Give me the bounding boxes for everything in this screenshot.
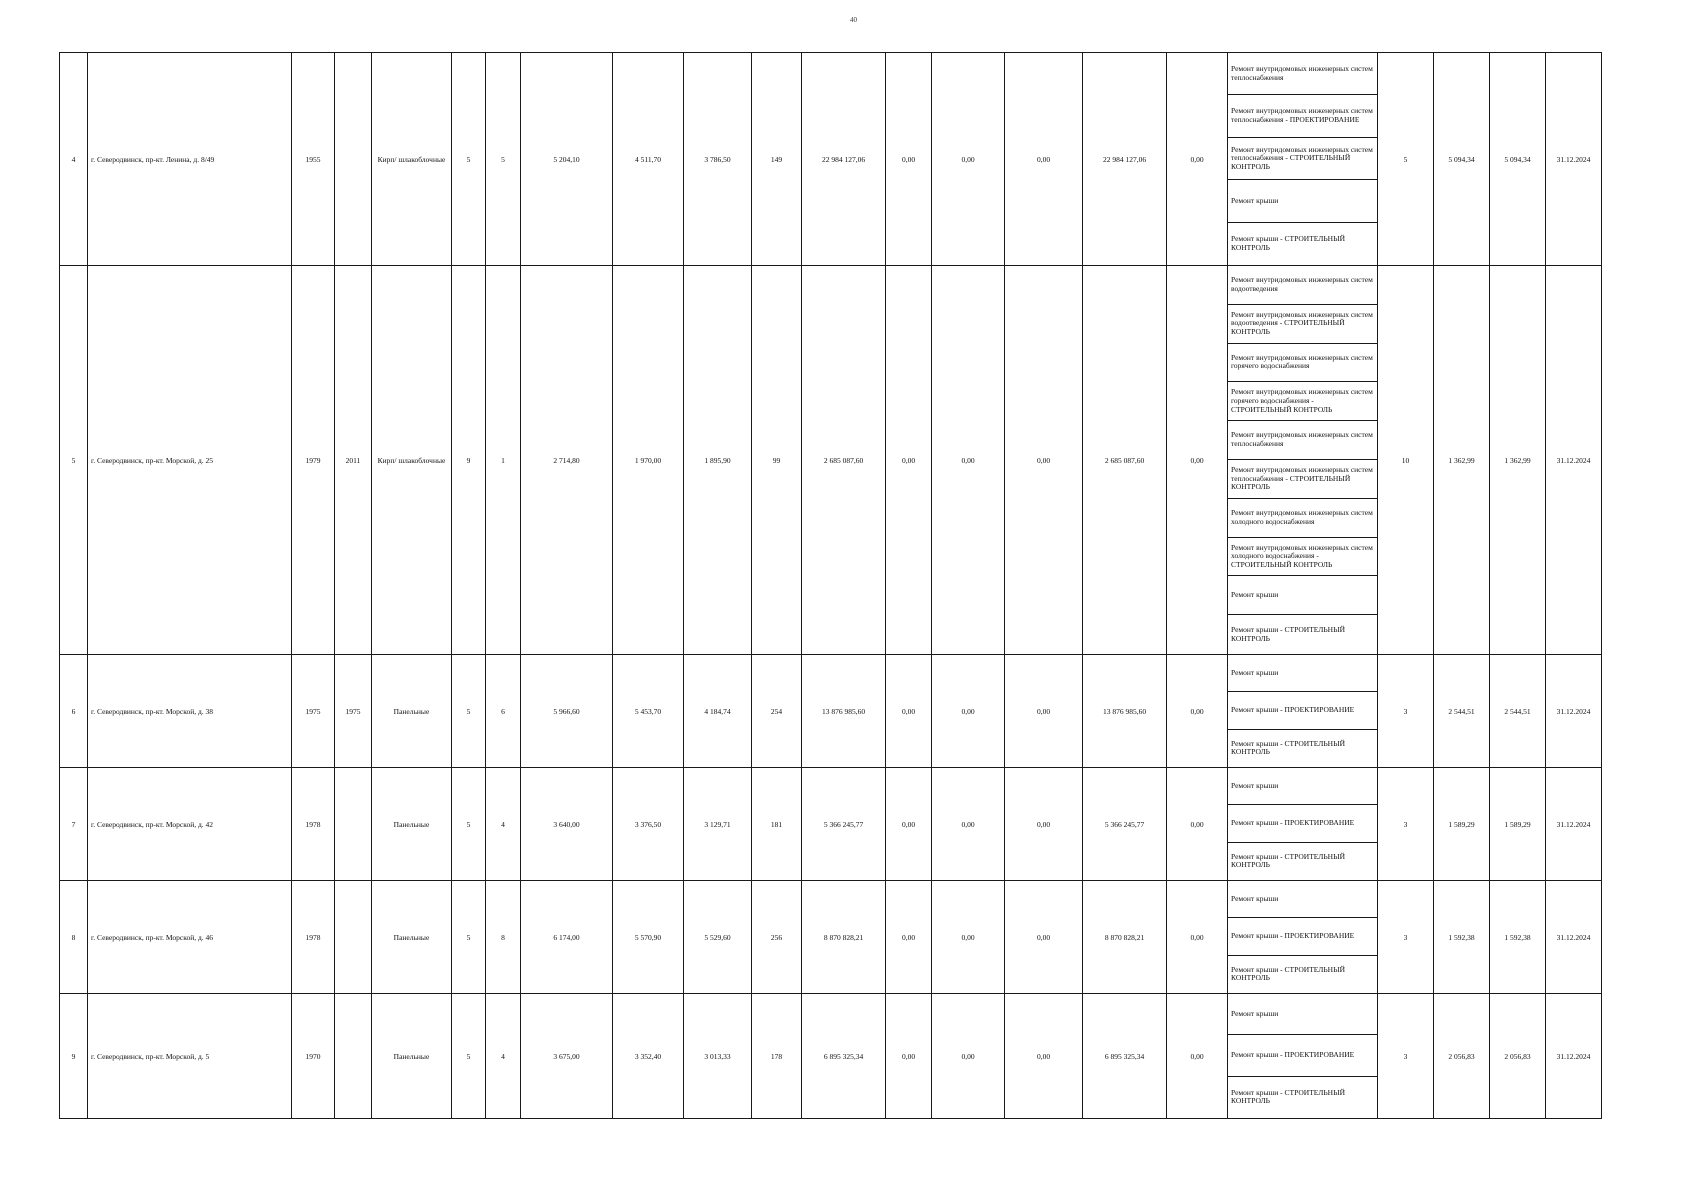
row-number: 9 [60,994,88,1119]
work-item: Ремонт крыши - ПРОЕКТИРОВАНИЕ [1228,918,1377,955]
unit-cost-max-cell: 5 094,34 [1490,53,1546,266]
table-row [60,655,1602,768]
unit-cost-cell: 1 362,99 [1434,266,1490,655]
cost-owners-cell: 5 366 245,77 [1083,768,1167,881]
area-residential-cell: 3 129,71 [684,768,752,881]
address-cell: г. Северодвинск, пр-кт. Морской, д. 46 [88,881,292,994]
works-count-cell: 3 [1378,768,1434,881]
wall-material-cell: Кирп/ шлакоблочные [372,266,452,655]
work-item: Ремонт внутридомовых инженерных систем холодного водоснабжения [1228,499,1377,538]
residents-cell: 99 [752,266,802,655]
works-list-cell [1228,881,1378,994]
work-item: Ремонт крыши [1228,180,1377,222]
row-number: 4 [60,53,88,266]
work-item: Ремонт внутридомовых инженерных систем теплоснабжения - СТРОИТЕЛЬНЫЙ КОНТРОЛЬ [1228,460,1377,499]
cost-total-cell: 22 984 127,06 [802,53,886,266]
cost-federal-cell: 0,00 [886,266,932,655]
work-item: Ремонт крыши - ПРОЕКТИРОВАНИЕ [1228,805,1377,842]
work-item: Ремонт крыши [1228,576,1377,615]
cost-federal-cell: 0,00 [886,994,932,1119]
work-item: Ремонт крыши [1228,655,1377,692]
entrances-cell: 1 [486,266,521,655]
works-list-cell [1228,266,1378,655]
cost-other-cell: 0,00 [1167,994,1228,1119]
cost-regional-cell: 0,00 [932,881,1005,994]
unit-cost-max-cell: 2 544,51 [1490,655,1546,768]
cost-other-cell: 0,00 [1167,266,1228,655]
cost-regional-cell: 0,00 [932,266,1005,655]
table-row [60,994,1602,1119]
year-built-cell: 1975 [292,655,335,768]
residents-cell: 256 [752,881,802,994]
work-item: Ремонт внутридомовых инженерных систем теплоснабжения [1228,53,1377,95]
year-repair-cell [335,994,372,1119]
deadline-cell: 31.12.2024 [1546,266,1602,655]
residents-cell: 149 [752,53,802,266]
floors-cell: 5 [452,768,486,881]
floors-cell: 5 [452,994,486,1119]
unit-cost-cell: 2 056,83 [1434,994,1490,1119]
row-number: 8 [60,881,88,994]
work-item: Ремонт внутридомовых инженерных систем теплоснабжения - СТРОИТЕЛЬНЫЙ КОНТРОЛЬ [1228,138,1377,180]
address-cell: г. Северодвинск, пр-кт. Морской, д. 5 [88,994,292,1119]
floors-cell: 9 [452,266,486,655]
wall-material-cell: Панельные [372,768,452,881]
residents-cell: 254 [752,655,802,768]
work-item: Ремонт внутридомовых инженерных систем холодного водоснабжения - СТРОИТЕЛЬНЫЙ КОНТРОЛЬ [1228,538,1377,577]
area-total-cell: 6 174,00 [521,881,613,994]
area-rooms-cell: 5 453,70 [613,655,684,768]
work-item: Ремонт крыши - СТРОИТЕЛЬНЫЙ КОНТРОЛЬ [1231,624,1346,643]
work-item: Ремонт крыши - СТРОИТЕЛЬНЫЙ КОНТРОЛЬ [1231,234,1346,252]
area-rooms-cell: 1 970,00 [613,266,684,655]
cost-regional-cell: 0,00 [932,53,1005,266]
floors-cell: 5 [452,655,486,768]
cost-federal-cell: 0,00 [886,655,932,768]
area-residential-cell: 4 184,74 [684,655,752,768]
floors-cell: 5 [452,881,486,994]
work-item: Ремонт внутридомовых инженерных систем теплоснабжения [1228,421,1377,460]
row-number: 5 [60,266,88,655]
work-item: Ремонт внутридомовых инженерных систем водоотведения [1228,266,1377,305]
cost-owners-cell: 6 895 325,34 [1083,994,1167,1119]
works-list-cell [1228,655,1378,768]
address-cell: г. Северодвинск, пр-кт. Морской, д. 25 [88,266,292,655]
work-item: Ремонт внутридомовых инженерных систем теплоснабжения - ПРОЕКТИРОВАНИЕ [1228,95,1377,137]
area-total-cell: 2 714,80 [521,266,613,655]
work-item: Ремонт крыши - ПРОЕКТИРОВАНИЕ [1228,692,1377,729]
cost-total-cell: 5 366 245,77 [802,768,886,881]
work-item: Ремонт крыши - СТРОИТЕЛЬНЫЙ КОНТРОЛЬ [1231,738,1346,757]
unit-cost-max-cell: 1 362,99 [1490,266,1546,655]
cost-federal-cell: 0,00 [886,53,932,266]
cost-other-cell: 0,00 [1167,768,1228,881]
unit-cost-cell: 1 592,38 [1434,881,1490,994]
cost-municipal-cell: 0,00 [1005,768,1083,881]
residents-cell: 178 [752,994,802,1119]
unit-cost-cell: 5 094,34 [1434,53,1490,266]
works-count-cell: 3 [1378,881,1434,994]
work-item: Ремонт крыши [1228,881,1377,918]
work-item: Ремонт крыши - СТРОИТЕЛЬНЫЙ КОНТРОЛЬ [1231,1087,1346,1106]
work-item: Ремонт крыши - СТРОИТЕЛЬНЫЙ КОНТРОЛЬ [1231,851,1346,870]
table-row [60,53,1602,266]
unit-cost-max-cell: 2 056,83 [1490,994,1546,1119]
row-number: 6 [60,655,88,768]
wall-material-cell: Кирп/ шлакоблочные [372,53,452,266]
work-item: Ремонт крыши [1228,994,1377,1035]
work-item: Ремонт внутридомовых инженерных систем горячего водоснабжения [1228,344,1377,383]
area-total-cell: 5 966,60 [521,655,613,768]
row-number: 7 [60,768,88,881]
cost-other-cell: 0,00 [1167,655,1228,768]
cost-owners-cell: 2 685 087,60 [1083,266,1167,655]
area-residential-cell: 1 895,90 [684,266,752,655]
cost-federal-cell: 0,00 [886,881,932,994]
year-repair-cell [335,53,372,266]
cost-municipal-cell: 0,00 [1005,53,1083,266]
year-built-cell: 1955 [292,53,335,266]
entrances-cell: 8 [486,881,521,994]
wall-material-cell: Панельные [372,881,452,994]
entrances-cell: 5 [486,53,521,266]
work-item: Ремонт крыши - ПРОЕКТИРОВАНИЕ [1228,1035,1377,1076]
page-number: 40 [850,16,857,24]
entrances-cell: 4 [486,994,521,1119]
cost-total-cell: 2 685 087,60 [802,266,886,655]
area-residential-cell: 3 786,50 [684,53,752,266]
work-item: Ремонт внутридомовых инженерных систем водоотведения - СТРОИТЕЛЬНЫЙ КОНТРОЛЬ [1228,305,1377,344]
address-cell: г. Северодвинск, пр-кт. Морской, д. 38 [88,655,292,768]
table-row [60,266,1602,655]
cost-total-cell: 6 895 325,34 [802,994,886,1119]
entrances-cell: 4 [486,768,521,881]
deadline-cell: 31.12.2024 [1546,768,1602,881]
cost-regional-cell: 0,00 [932,994,1005,1119]
works-count-cell: 10 [1378,266,1434,655]
year-built-cell: 1978 [292,768,335,881]
deadline-cell: 31.12.2024 [1546,881,1602,994]
area-total-cell: 3 675,00 [521,994,613,1119]
cost-total-cell: 8 870 828,21 [802,881,886,994]
residents-cell: 181 [752,768,802,881]
year-built-cell: 1979 [292,266,335,655]
area-rooms-cell: 3 376,50 [613,768,684,881]
area-rooms-cell: 3 352,40 [613,994,684,1119]
cost-municipal-cell: 0,00 [1005,266,1083,655]
address-cell: г. Северодвинск, пр-кт. Ленина, д. 8/49 [88,53,292,266]
deadline-cell: 31.12.2024 [1546,53,1602,266]
unit-cost-max-cell: 1 592,38 [1490,881,1546,994]
unit-cost-cell: 2 544,51 [1434,655,1490,768]
works-list-cell [1228,994,1378,1119]
year-repair-cell [335,881,372,994]
address-cell: г. Северодвинск, пр-кт. Морской, д. 42 [88,768,292,881]
cost-total-cell: 13 876 985,60 [802,655,886,768]
cost-municipal-cell: 0,00 [1005,655,1083,768]
year-built-cell: 1978 [292,881,335,994]
year-built-cell: 1970 [292,994,335,1119]
area-total-cell: 5 204,10 [521,53,613,266]
cost-federal-cell: 0,00 [886,768,932,881]
wall-material-cell: Панельные [372,655,452,768]
repair-program-table [59,52,1602,1119]
area-rooms-cell: 5 570,90 [613,881,684,994]
cost-other-cell: 0,00 [1167,881,1228,994]
cost-other-cell: 0,00 [1167,53,1228,266]
works-count-cell: 5 [1378,53,1434,266]
work-item: Ремонт крыши [1228,768,1377,805]
deadline-cell: 31.12.2024 [1546,655,1602,768]
unit-cost-cell: 1 589,29 [1434,768,1490,881]
cost-owners-cell: 8 870 828,21 [1083,881,1167,994]
work-item: Ремонт внутридомовых инженерных систем горячего водоснабжения - СТРОИТЕЛЬНЫЙ КОНТРОЛЬ [1228,382,1377,421]
table-row [60,881,1602,994]
area-residential-cell: 3 013,33 [684,994,752,1119]
cost-owners-cell: 22 984 127,06 [1083,53,1167,266]
cost-owners-cell: 13 876 985,60 [1083,655,1167,768]
wall-material-cell: Панельные [372,994,452,1119]
table-row [60,768,1602,881]
works-count-cell: 3 [1378,655,1434,768]
area-total-cell: 3 640,00 [521,768,613,881]
works-count-cell: 3 [1378,994,1434,1119]
floors-cell: 5 [452,53,486,266]
year-repair-cell: 2011 [335,266,372,655]
entrances-cell: 6 [486,655,521,768]
area-rooms-cell: 4 511,70 [613,53,684,266]
cost-regional-cell: 0,00 [932,655,1005,768]
work-item: Ремонт крыши - СТРОИТЕЛЬНЫЙ КОНТРОЛЬ [1231,964,1346,983]
works-list-cell [1228,53,1378,266]
cost-regional-cell: 0,00 [932,768,1005,881]
deadline-cell: 31.12.2024 [1546,994,1602,1119]
year-repair-cell: 1975 [335,655,372,768]
unit-cost-max-cell: 1 589,29 [1490,768,1546,881]
year-repair-cell [335,768,372,881]
works-list-cell [1228,768,1378,881]
area-residential-cell: 5 529,60 [684,881,752,994]
cost-municipal-cell: 0,00 [1005,881,1083,994]
cost-municipal-cell: 0,00 [1005,994,1083,1119]
